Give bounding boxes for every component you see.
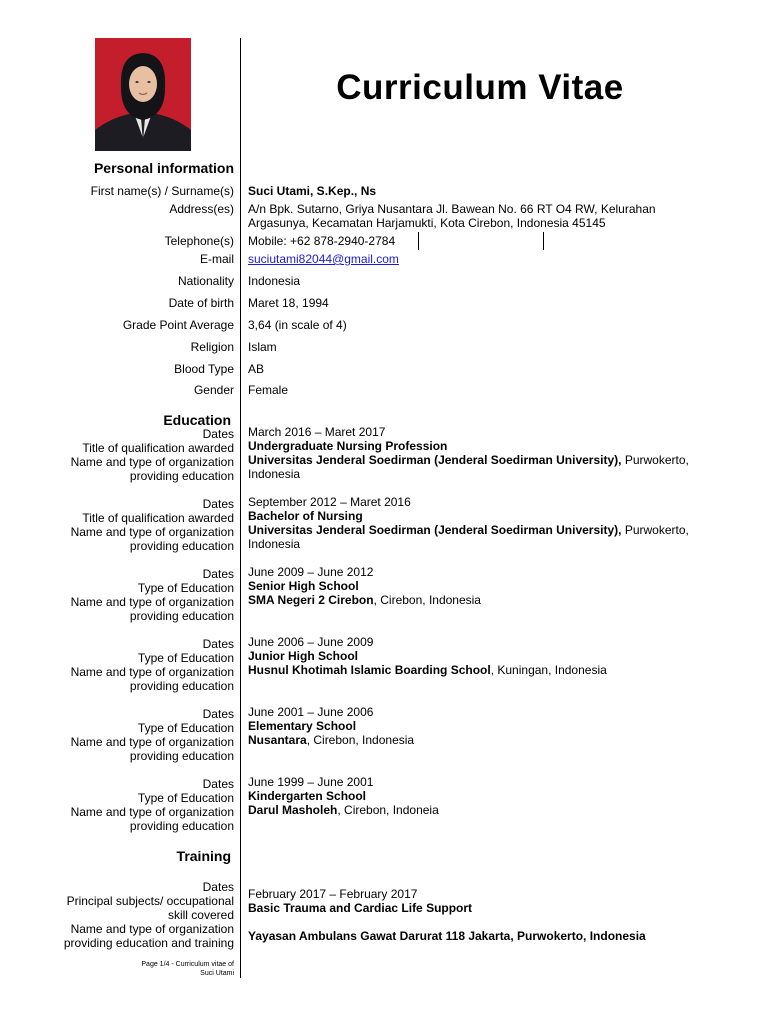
value-religion: Islam <box>248 340 277 354</box>
label-religion: Religion <box>190 340 234 354</box>
label-telephone: Telephone(s) <box>164 234 234 248</box>
edu-organization: Nusantara, Cirebon, Indonesia <box>248 733 415 747</box>
label-gender: Gender <box>193 383 234 397</box>
edu-qualification: Undergraduate Nursing Profession <box>248 439 448 453</box>
edu-dates: September 2012 – Maret 2016 <box>248 495 411 509</box>
label-date-of-birth: Date of birth <box>168 296 234 310</box>
edu-qualification: Kindergarten School <box>248 789 367 803</box>
label-gpa: Grade Point Average <box>122 318 234 332</box>
edu-organization: Darul Masholeh, Cirebon, Indoneia <box>248 803 439 817</box>
label-email: E-mail <box>199 252 234 266</box>
training-label-dates: Dates <box>202 880 234 894</box>
edu-qualification: Elementary School <box>248 719 357 733</box>
edu-entry <box>248 425 718 481</box>
label-blood-type: Blood Type <box>174 362 234 376</box>
value-gender: Female <box>248 383 289 397</box>
edu-organization: SMA Negeri 2 Cirebon, Cirebon, Indonesia <box>248 593 481 607</box>
edu-organization: Universitas Jenderal Soedirman (Jenderal Soedirman University), Purwokerto, Indonesia <box>248 453 689 481</box>
training-label-organization: Name and type of organization providing education and training <box>63 922 234 950</box>
page-footer: Page 1/4 - Curriculum vitae of Suci Utami <box>141 961 234 977</box>
email-link[interactable]: suciutami82044@gmail.com <box>248 252 399 266</box>
edu-entry <box>248 635 718 677</box>
value-nationality: Indonesia <box>248 274 301 288</box>
edu-organization: Husnul Khotimah Islamic Boarding School, Kuningan, Indonesia <box>248 663 607 677</box>
value-blood-type: AB <box>248 362 265 376</box>
value-date-of-birth: Maret 18, 1994 <box>248 296 329 310</box>
table-cell-border <box>418 232 419 250</box>
value-name: Suci Utami, S.Kep., Ns <box>248 184 377 198</box>
section-heading-education: Education <box>163 412 231 428</box>
value-address: A/n Bpk. Sutarno, Griya Nusantara Jl. Bawean No. 66 RT O4 RW, Kelurahan Argasunya, Kecamatan Harjamukti, Kota Cirebon, Indonesia 45145 <box>248 202 656 230</box>
value-telephone: Mobile: +62 878-2940-2784 <box>248 234 396 248</box>
edu-organization: Universitas Jenderal Soedirman (Jenderal Soedirman University), Purwokerto, Indonesia <box>248 523 689 551</box>
label-nationality: Nationality <box>177 274 234 288</box>
edu-dates: June 2006 – June 2009 <box>248 635 374 649</box>
edu-dates: June 1999 – June 2001 <box>248 775 374 789</box>
page-title: Curriculum Vitae <box>336 68 624 107</box>
edu-entry <box>248 705 718 747</box>
edu-label-block: Dates Type of Education Name and type of organization providing education <box>70 637 234 693</box>
edu-qualification: Senior High School <box>248 579 359 593</box>
edu-entry <box>248 495 718 551</box>
edu-label-block: Dates Type of Education Name and type of organization providing education <box>70 777 234 833</box>
edu-label-block: Dates Type of Education Name and type of organization providing education <box>70 707 234 763</box>
section-heading-training: Training <box>176 848 231 864</box>
edu-qualification: Junior High School <box>248 649 358 663</box>
value-gpa: 3,64 (in scale of 4) <box>248 318 347 332</box>
edu-entry <box>248 775 718 817</box>
section-heading-personal: Personal information <box>93 160 234 176</box>
edu-qualification: Bachelor of Nursing <box>248 509 363 523</box>
training-subject: Basic Trauma and Cardiac Life Support <box>248 901 473 915</box>
edu-label-block: Dates Title of qualification awarded Name and type of organization providing education <box>70 427 234 483</box>
table-cell-border <box>543 232 544 250</box>
edu-dates: June 2009 – June 2012 <box>248 565 374 579</box>
training-organization: Yayasan Ambulans Gawat Darurat 118 Jakarta, Purwokerto, Indonesia <box>248 929 646 943</box>
edu-label-block: Dates Title of qualification awarded Name and type of organization providing education <box>70 497 234 553</box>
profile-photo <box>95 38 191 151</box>
edu-dates: March 2016 – Maret 2017 <box>248 425 386 439</box>
edu-label-block: Dates Type of Education Name and type of organization providing education <box>70 567 234 623</box>
edu-entry <box>248 565 718 607</box>
edu-dates: June 2001 – June 2006 <box>248 705 374 719</box>
training-label-subjects: Principal subjects/ occupational skill covered <box>66 894 234 922</box>
column-divider <box>240 38 241 978</box>
label-name: First name(s) / Surname(s) <box>90 184 234 198</box>
training-dates: February 2017 – February 2017 <box>248 887 418 901</box>
label-address: Address(es) <box>169 202 234 216</box>
